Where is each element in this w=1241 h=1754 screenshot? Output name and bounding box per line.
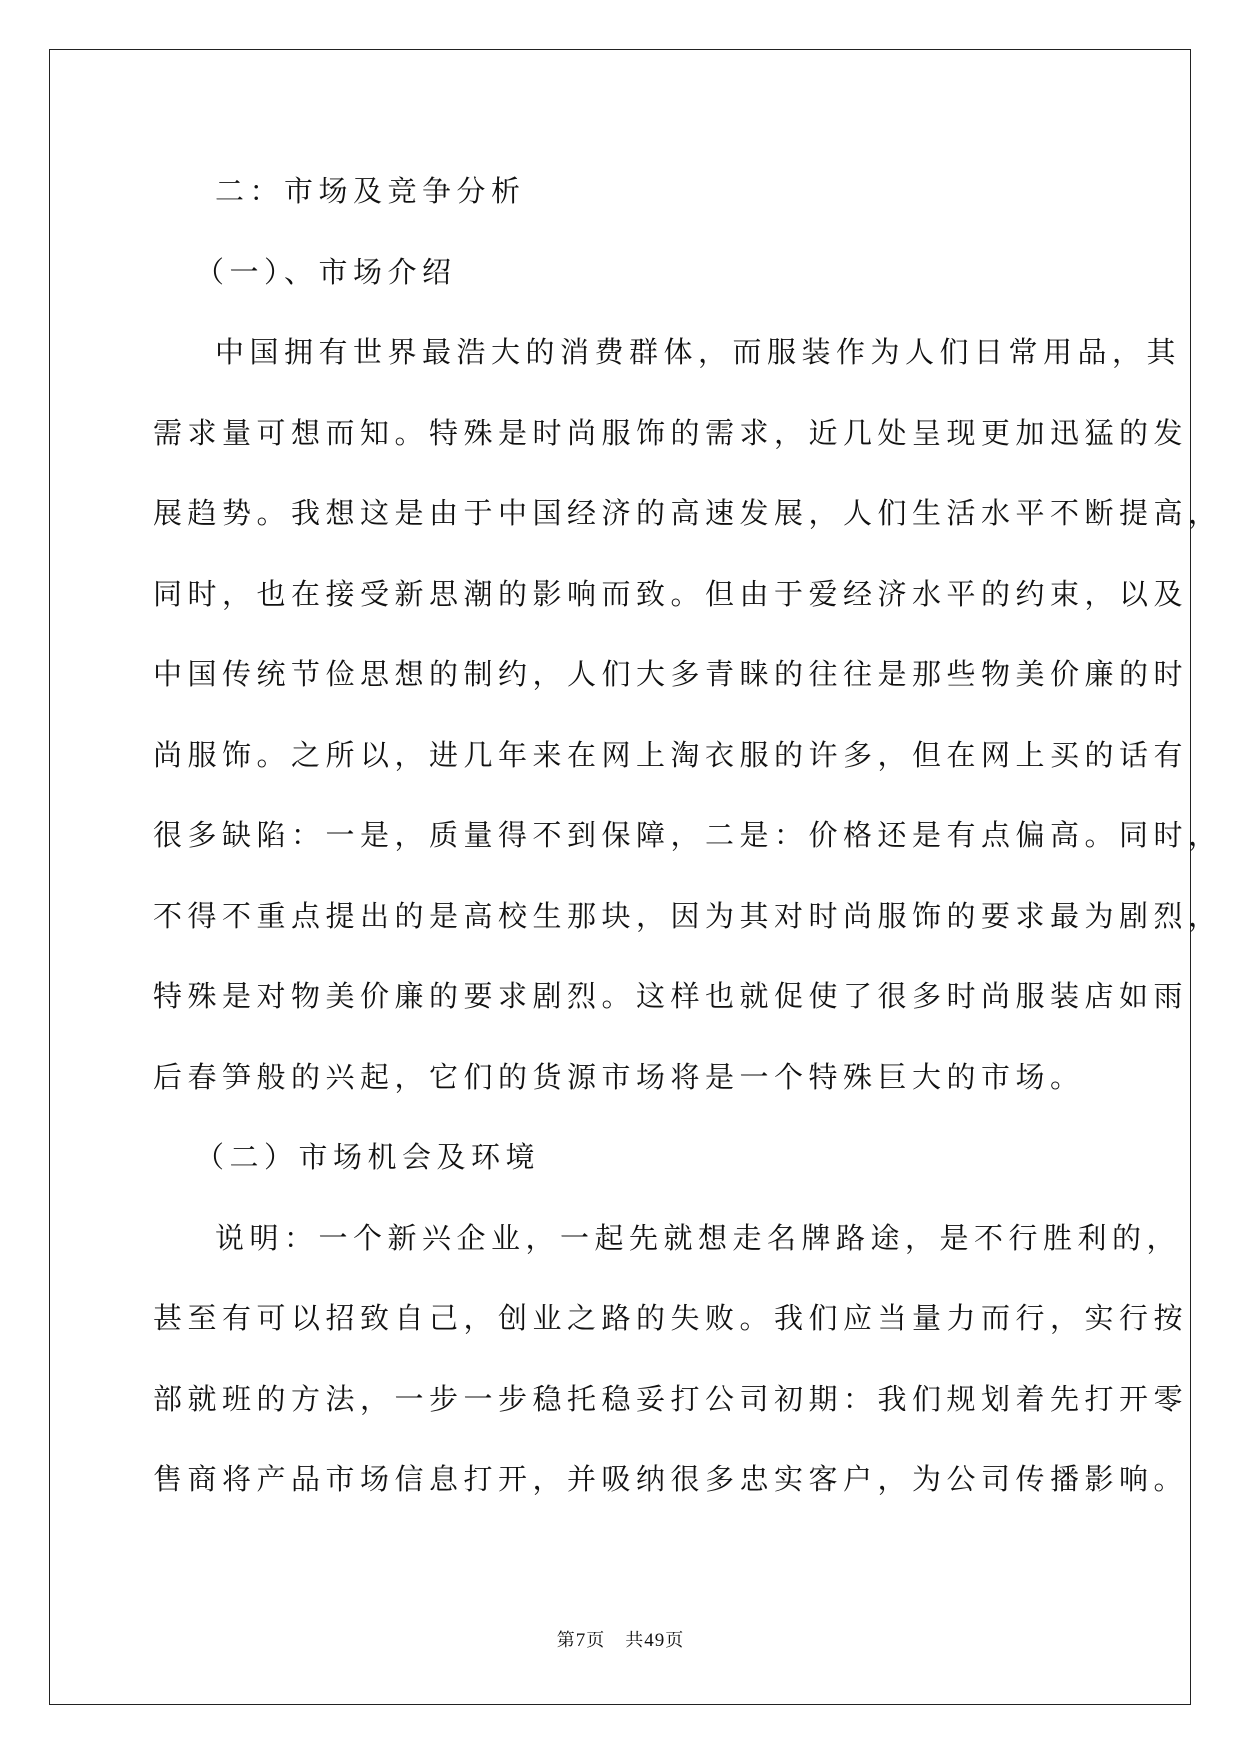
subheading-market-intro: （一）、市场介绍: [195, 254, 457, 289]
page-number: 7: [575, 1630, 587, 1651]
paragraph-line: 不得不重点提出的是高校生那块，因为其对时尚服饰的要求最为剧烈，: [153, 898, 1223, 933]
paragraph-line: 中国传统节俭思想的制约，人们大多青睐的往往是那些物美价廉的时: [153, 657, 1189, 691]
document-body: [153, 163, 1223, 1532]
paragraph-line: 需求量可想而知。特殊是时尚服饰的需求，近几处呈现更加迅猛的发: [153, 415, 1189, 450]
total-prefix: 共: [625, 1630, 645, 1651]
paragraph-line: 售商将产品市场信息打开，并吸纳很多忠实客户，为公司传播影响。: [153, 1462, 1189, 1496]
paragraph-line: 尚服饰。之所以，进几年来在网上淘衣服的许多，但在网上买的话有: [153, 737, 1189, 772]
paragraph-line: 说明：一个新兴企业，一起先就想走名牌路途，是不行胜利的，: [215, 1220, 1182, 1255]
paragraph-line: 展趋势。我想这是由于中国经济的高速发展，人们生活水平不断提高，: [153, 496, 1223, 530]
paragraph-line: 甚至有可以招致自己，创业之路的失败。我们应当量力而行，实行按: [153, 1301, 1189, 1335]
total-suffix: 页: [665, 1630, 685, 1651]
page-suffix: 页: [586, 1630, 606, 1651]
page-footer: [0, 1626, 1241, 1652]
total-pages: 49: [644, 1630, 666, 1651]
paragraph-line: 很多缺陷：一是，质量得不到保障，二是：价格还是有点偏高。同时，: [153, 818, 1223, 852]
paragraph-line: 部就班的方法，一步一步稳托稳妥打公司初期：我们规划着先打开零: [153, 1381, 1189, 1416]
paragraph-line: 同时，也在接受新思潮的影响而致。但由于爱经济水平的约束，以及: [153, 576, 1189, 611]
subheading-market-opportunity: （二）市场机会及环境: [195, 1140, 541, 1174]
paragraph-line: 特殊是对物美价廉的要求剧烈。这样也就促使了很多时尚服装店如雨: [153, 979, 1189, 1013]
section-heading-market-analysis: 二：市场及竞争分析: [215, 174, 526, 208]
paragraph-line: 后春笋般的兴起，它们的货源市场将是一个特殊巨大的市场。: [153, 1059, 1085, 1094]
page-prefix: 第: [556, 1630, 576, 1651]
paragraph-line: 中国拥有世界最浩大的消费群体，而服装作为人们日常用品，其: [215, 335, 1182, 369]
